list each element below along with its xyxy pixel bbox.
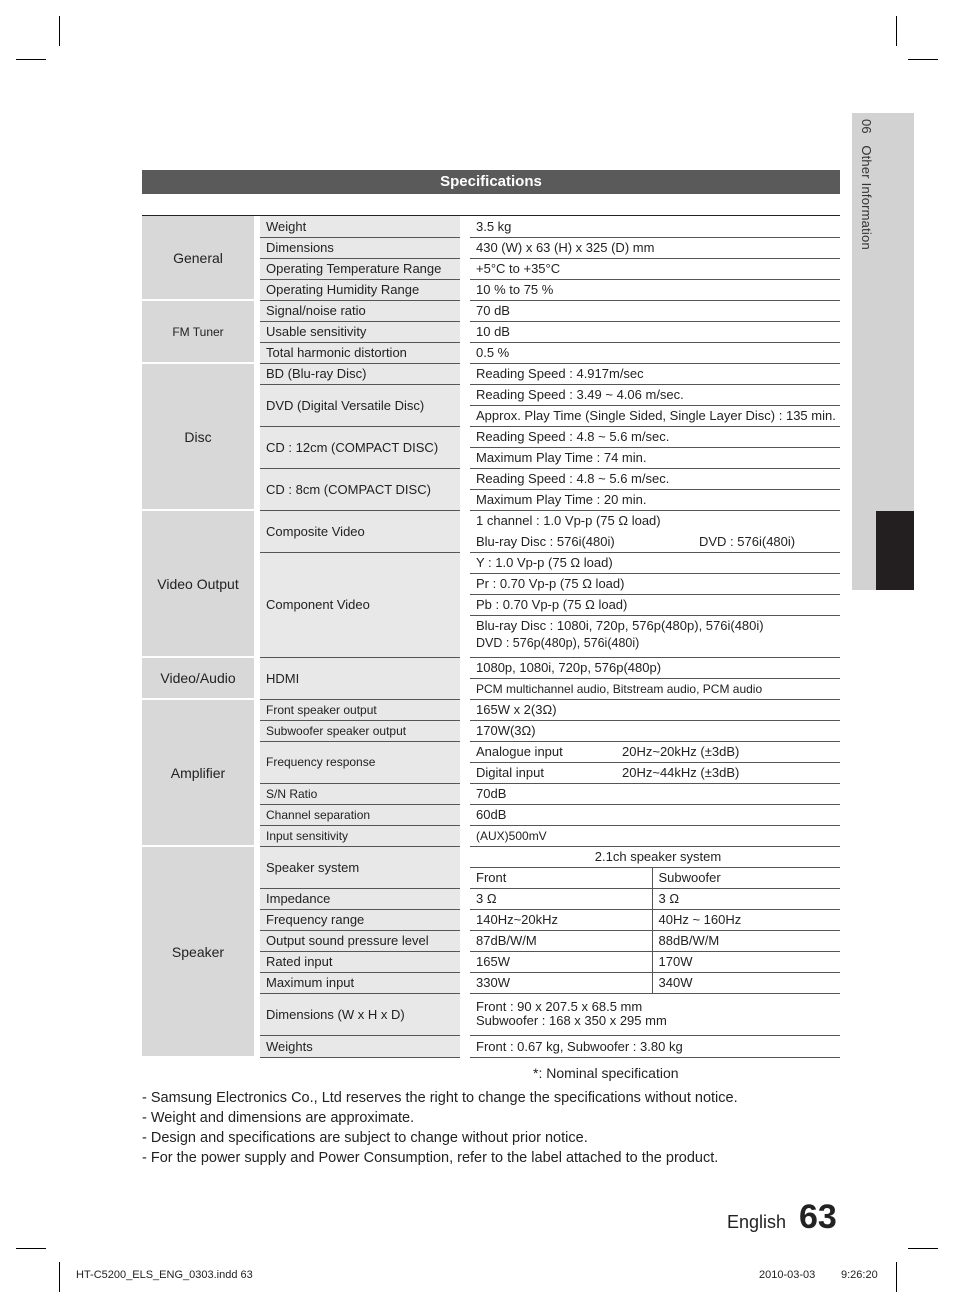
spec-value: Analogue input xyxy=(465,741,652,762)
spec-label: Subwoofer speaker output xyxy=(260,720,465,741)
chapter-tab-label xyxy=(852,119,874,379)
spec-value: Front : 0.67 kg, Subwoofer : 3.80 kg xyxy=(465,1035,840,1057)
spec-value: 140Hz~20kHz xyxy=(465,909,652,930)
note-item: - Samsung Electronics Co., Ltd reserves the right to change the specifications without notice. xyxy=(142,1090,738,1106)
crop-mark xyxy=(59,16,60,46)
print-time: 9:26:20 xyxy=(841,1269,878,1281)
spec-value: 340W xyxy=(652,972,840,993)
spec-value: 20Hz~44kHz (±3dB) xyxy=(652,762,840,783)
spec-value: 170W(3Ω) xyxy=(465,720,840,741)
spec-label: HDMI xyxy=(260,657,465,699)
spec-label: Operating Humidity Range xyxy=(260,279,465,300)
chapter-tab-marker xyxy=(876,511,914,590)
spec-value: 1 channel : 1.0 Vp-p (75 Ω load) xyxy=(465,510,840,531)
crop-mark xyxy=(16,59,46,60)
spec-value: 10 % to 75 % xyxy=(465,279,840,300)
spec-value: Subwoofer : 168 x 350 x 295 mm xyxy=(465,1014,840,1035)
spec-value: Maximum Play Time : 74 min. xyxy=(465,447,840,468)
spec-label: Front speaker output xyxy=(260,699,465,720)
notes-list xyxy=(142,1088,738,1168)
crop-mark xyxy=(908,1248,938,1249)
spec-label: Component Video xyxy=(260,552,465,657)
spec-value: Blu-ray Disc : 1080i, 720p, 576p(480p), 576i(480i) xyxy=(465,615,840,636)
spec-label: Operating Temperature Range xyxy=(260,258,465,279)
spec-value: Reading Speed : 3.49 ~ 4.06 m/sec. xyxy=(465,384,840,405)
spec-value: 170W xyxy=(652,951,840,972)
crop-mark xyxy=(896,1262,897,1292)
spec-value: 330W xyxy=(465,972,652,993)
column-header-subwoofer: Subwoofer xyxy=(652,867,840,888)
spec-label: Frequency range xyxy=(260,909,465,930)
spec-value: 88dB/W/M xyxy=(652,930,840,951)
spec-value: 3.5 kg xyxy=(465,216,840,237)
table-row xyxy=(142,699,840,720)
table-row xyxy=(142,216,840,237)
spec-label: BD (Blu-ray Disc) xyxy=(260,363,465,384)
spec-label: DVD (Digital Versatile Disc) xyxy=(260,384,465,426)
spec-value: 0.5 % xyxy=(465,342,840,363)
spec-value: 70dB xyxy=(465,783,840,804)
spec-label: Input sensitivity xyxy=(260,825,465,846)
spec-value: DVD : 576p(480p), 576i(480i) xyxy=(465,636,840,657)
note-item: - Weight and dimensions are approximate. xyxy=(142,1110,415,1126)
spec-label: Maximum input xyxy=(260,972,465,993)
category-general: General xyxy=(142,216,254,300)
spec-value: PCM multichannel audio, Bitstream audio, PCM audio xyxy=(465,678,840,699)
spec-label: Weight xyxy=(260,216,465,237)
spec-value: Approx. Play Time (Single Sided, Single Layer Disc) : 135 min. xyxy=(465,405,840,426)
table-row xyxy=(142,657,840,678)
category-disc: Disc xyxy=(142,363,254,510)
crop-mark xyxy=(896,16,897,46)
spec-label: Composite Video xyxy=(260,510,465,552)
column-header-front: Front xyxy=(465,867,652,888)
spec-value: Blu-ray Disc : 576i(480i) xyxy=(465,531,652,552)
spec-value: 60dB xyxy=(465,804,840,825)
spec-value: 165W xyxy=(465,951,652,972)
nominal-note: *: Nominal specification xyxy=(533,1065,679,1081)
spec-value: 70 dB xyxy=(465,300,840,321)
chapter-title: Other Information xyxy=(859,145,874,250)
spec-label: Dimensions (W x H x D) xyxy=(260,993,465,1035)
spec-value: +5°C to +35°C xyxy=(465,258,840,279)
page-number: 63 xyxy=(799,1198,837,1236)
spec-label: S/N Ratio xyxy=(260,783,465,804)
spec-label: Total harmonic distortion xyxy=(260,342,465,363)
spec-value: 2.1ch speaker system xyxy=(465,846,840,867)
spec-label: CD : 12cm (COMPACT DISC) xyxy=(260,426,465,468)
spec-value: 87dB/W/M xyxy=(465,930,652,951)
section-title-bar xyxy=(142,170,840,194)
table-row xyxy=(142,300,840,321)
specifications-table xyxy=(142,216,840,1058)
spec-value: 165W x 2(3Ω) xyxy=(465,699,840,720)
category-speaker: Speaker xyxy=(142,846,254,1057)
spec-label: Speaker system xyxy=(260,846,465,888)
category-amplifier: Amplifier xyxy=(142,699,254,846)
spec-value: 3 Ω xyxy=(465,888,652,909)
category-video-audio: Video/Audio xyxy=(142,657,254,699)
spec-label: Weights xyxy=(260,1035,465,1057)
spec-value: 20Hz~20kHz (±3dB) xyxy=(652,741,840,762)
spec-value: Reading Speed : 4.917m/sec xyxy=(465,363,840,384)
category-fm-tuner: FM Tuner xyxy=(142,300,254,363)
spec-label: Rated input xyxy=(260,951,465,972)
table-row xyxy=(142,846,840,867)
spec-value: Front : 90 x 207.5 x 68.5 mm xyxy=(465,993,840,1014)
spec-value: Y : 1.0 Vp-p (75 Ω load) xyxy=(465,552,840,573)
spec-label: Impedance xyxy=(260,888,465,909)
table-row xyxy=(142,363,840,384)
print-date: 2010-03-03 xyxy=(759,1269,816,1281)
spec-label: Dimensions xyxy=(260,237,465,258)
spec-value: 10 dB xyxy=(465,321,840,342)
print-file-info: HT-C5200_ELS_ENG_0303.indd 63 xyxy=(76,1269,253,1281)
spec-value: 430 (W) x 63 (H) x 325 (D) mm xyxy=(465,237,840,258)
spec-label: Frequency response xyxy=(260,741,465,783)
category-video-output: Video Output xyxy=(142,510,254,657)
spec-value: 1080p, 1080i, 720p, 576p(480p) xyxy=(465,657,840,678)
spec-value: Pr : 0.70 Vp-p (75 Ω load) xyxy=(465,573,840,594)
spec-label: Usable sensitivity xyxy=(260,321,465,342)
note-item: - For the power supply and Power Consumption, refer to the label attached to the product. xyxy=(142,1150,719,1166)
crop-mark xyxy=(59,1262,60,1292)
page-title: Specifications xyxy=(440,173,542,190)
spec-label: CD : 8cm (COMPACT DISC) xyxy=(260,468,465,510)
spec-value: Reading Speed : 4.8 ~ 5.6 m/sec. xyxy=(465,426,840,447)
spec-value: DVD : 576i(480i) xyxy=(652,531,840,552)
spec-label: Signal/noise ratio xyxy=(260,300,465,321)
spec-value: 40Hz ~ 160Hz xyxy=(652,909,840,930)
spec-value: Reading Speed : 4.8 ~ 5.6 m/sec. xyxy=(465,468,840,489)
chapter-number: 06 xyxy=(859,119,874,134)
spec-value: (AUX)500mV xyxy=(465,825,840,846)
spec-label: Output sound pressure level xyxy=(260,930,465,951)
table-row xyxy=(142,510,840,531)
crop-mark xyxy=(908,59,938,60)
note-item: - Design and specifications are subject to change without prior notice. xyxy=(142,1130,588,1146)
spec-value: Pb : 0.70 Vp-p (75 Ω load) xyxy=(465,594,840,615)
spec-value: Digital input xyxy=(465,762,652,783)
spec-value: Maximum Play Time : 20 min. xyxy=(465,489,840,510)
spec-value: 3 Ω xyxy=(652,888,840,909)
footer-language: English xyxy=(727,1212,787,1232)
spec-label: Channel separation xyxy=(260,804,465,825)
crop-mark xyxy=(16,1248,46,1249)
